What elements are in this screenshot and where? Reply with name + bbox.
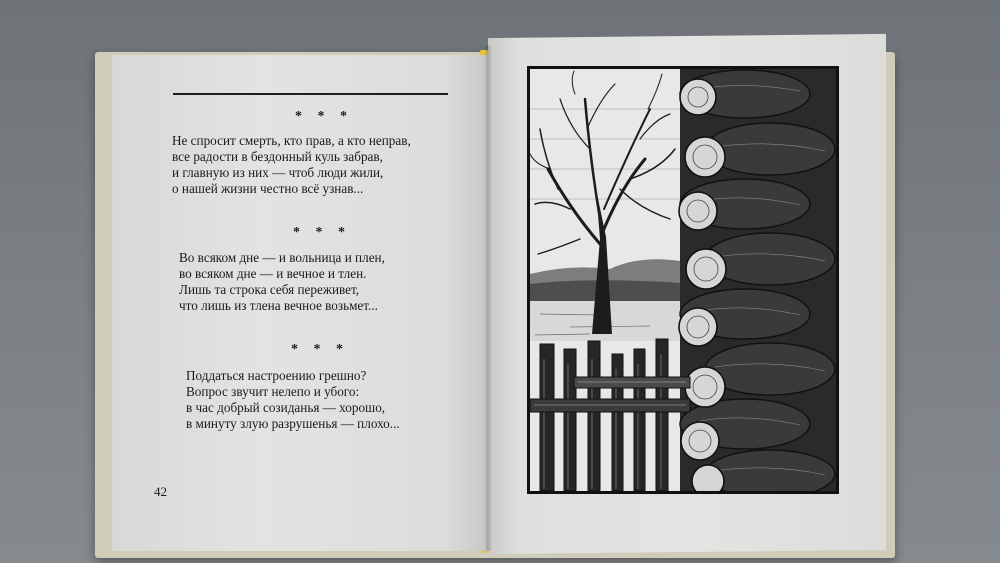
poem-line: Вопрос звучит нелепо и убого: bbox=[186, 384, 360, 399]
top-rule bbox=[173, 93, 448, 95]
poem-line: Лишь та строка себя переживет, bbox=[179, 282, 360, 297]
poem-line: Не спросит смерть, кто прав, а кто неправ, bbox=[172, 133, 411, 148]
poem-divider: * * * bbox=[293, 225, 351, 240]
poem-line: в минуту злую разрушенья — плохо... bbox=[186, 416, 400, 431]
page-number: 42 bbox=[154, 484, 167, 499]
poem-line: в час добрый созиданья — хорошо, bbox=[186, 400, 386, 415]
poem-line: что лишь из тлена вечное возьмет... bbox=[179, 298, 378, 313]
woodcut-drawing bbox=[530, 69, 836, 491]
poem-divider: * * * bbox=[291, 342, 349, 357]
poem-line: о нашей жизни честно всё узнав... bbox=[172, 181, 364, 196]
poem-divider: * * * bbox=[295, 109, 353, 124]
poem-line: все радости в бездонный куль забрав, bbox=[172, 149, 383, 164]
poem-2 bbox=[179, 250, 385, 314]
poem-3 bbox=[186, 368, 400, 432]
poem-1 bbox=[172, 133, 411, 197]
woodcut-illustration bbox=[527, 66, 839, 494]
poem-line: и главную из них — чтоб люди жили, bbox=[172, 165, 384, 180]
poem-line: Во всяком дне — и вольница и плен, bbox=[179, 250, 385, 265]
poem-line: во всяком дне — и вечное и тлен. bbox=[179, 266, 367, 281]
poem-line: Поддаться настроению грешно? bbox=[186, 368, 367, 383]
book-gutter bbox=[484, 45, 492, 551]
